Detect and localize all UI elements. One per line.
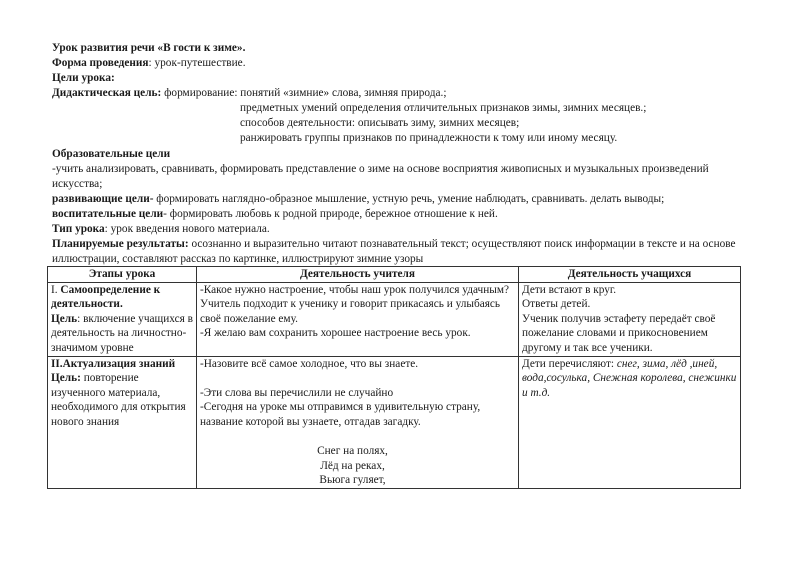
teacher-cell <box>197 282 519 356</box>
students-cell <box>519 356 741 488</box>
form-line <box>52 56 246 71</box>
stage-title: II.Актуализация знаний <box>51 357 176 370</box>
goal-label: Цель: <box>51 372 81 385</box>
didactic-line <box>52 86 446 101</box>
goal-text: : включение учащихся в деятельность на личностно-значимом уровне <box>51 312 193 354</box>
educational-line2: искусства; <box>52 178 103 190</box>
stage-prefix: I. <box>51 283 61 296</box>
developing-value: формировать наглядно-образное мышление, устную речь, умение наблюдать, сравнивать. делать выводы; <box>153 193 665 205</box>
developing-line <box>52 192 664 207</box>
students-word-list: снег, зима, лёд ,иней, вода,сосулька, Снежная королева, снежинки и т.д. <box>522 357 737 399</box>
teacher-line: -Какое нужно настроение, чтобы наш урок получился удачным? <box>200 283 509 296</box>
educational-line1: -учить анализировать, сравнивать, формировать представление о зиме на основе восприятия живописных и музыкальных произведений <box>52 163 709 175</box>
riddle-line: Вьюга гуляет, <box>319 474 386 487</box>
didactic-line2: предметных умений определения отличительных признаков зимы, зимних месяцев.; <box>240 102 647 114</box>
table-header-row <box>48 267 741 283</box>
header-students: Деятельность учащихся <box>519 267 741 283</box>
upbringing-line <box>52 207 498 222</box>
header-stages: Этапы урока <box>48 267 197 283</box>
results-line2: иллюстрации, составляют рассказ по картинке, иллюстрируют зимние узоры <box>52 253 424 265</box>
goal-label: Цель <box>51 312 78 325</box>
teacher-line: -Я желаю вам сохранить хорошее настроение весь урок. <box>200 327 471 340</box>
didactic-line4: ранжировать группы признаков по принадлежности к тому или иному месяцу. <box>240 132 618 144</box>
didactic-label: Дидактическая цель: <box>52 87 162 99</box>
teacher-line: -Назовите всё самое холодное, что вы знаете. <box>200 357 419 370</box>
results-line1: осознанно и выразительно читают познавательный текст; осуществляют поиск информации в тексте и на основе <box>188 238 736 250</box>
lesson-type-value: : урок введения нового материала. <box>104 223 270 235</box>
table-row <box>48 282 741 356</box>
teacher-line: Учитель подходит к ученику и говорит прикасаясь и улыбаясь своё пожелание ему. <box>200 298 501 325</box>
table-row <box>48 356 741 488</box>
goal-text: повторение изученного материала, необходимого для открытия нового знания <box>51 372 186 428</box>
form-label: Форма проведения <box>52 57 149 69</box>
teacher-line: -Сегодня на уроке мы отправимся в удивительную страну, название которой вы узнаете, отгадав загадку. <box>200 401 481 428</box>
teacher-line: -Эти слова вы перечислили не случайно <box>200 386 394 399</box>
riddle-line: Снег на полях, <box>317 445 388 458</box>
stage-cell <box>48 282 197 356</box>
educational-heading: Образовательные цели <box>52 148 171 160</box>
stage-title: Самоопределение к деятельности. <box>51 283 161 311</box>
upbringing-value: - формировать любовь к родной природе, бережное отношение к ней. <box>163 208 498 220</box>
didactic-line1: формирование: понятий «зимние» слова, зимняя природа.; <box>161 87 447 99</box>
results-line <box>52 237 736 252</box>
header-teacher: Деятельность учителя <box>197 267 519 283</box>
goals-heading: Цели урока: <box>52 72 115 84</box>
students-line: Дети встают в круг. <box>522 283 617 296</box>
stage-cell <box>48 356 197 488</box>
upbringing-label: воспитательные цели <box>52 208 164 220</box>
riddle-line: Лёд на реках, <box>320 459 385 472</box>
lesson-title: Урок развития речи «В гости к зиме». <box>52 42 246 54</box>
results-label: Планируемые результаты: <box>52 238 189 250</box>
students-line: Ученик получив эстафету передаёт своё пожелание словами и прикосновением другому и так все ученики. <box>522 312 716 354</box>
form-value: : урок-путешествие. <box>148 57 246 69</box>
lesson-type-label: Тип урока <box>52 223 105 235</box>
lesson-type-line <box>52 222 270 237</box>
teacher-cell <box>197 356 519 488</box>
students-line: Ответы детей. <box>522 298 591 311</box>
didactic-line3: способов деятельности: описывать зиму, зимних месяцев; <box>240 117 520 129</box>
lesson-stages-table <box>47 266 741 489</box>
students-cell <box>519 282 741 356</box>
developing-label: развивающие цели- <box>52 193 154 205</box>
students-prefix: Дети перечисляют: <box>522 357 617 370</box>
